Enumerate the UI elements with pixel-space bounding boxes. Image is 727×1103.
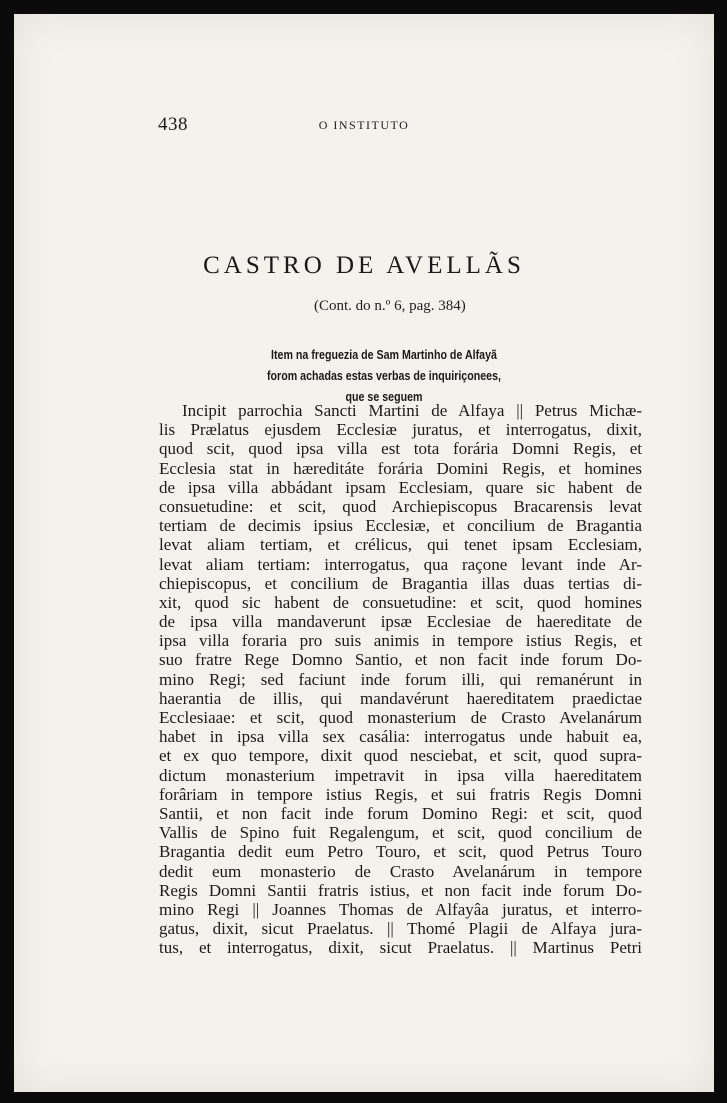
body-line: dictum monasterium impetravit in ipsa villa haereditatem	[159, 765, 642, 785]
running-head	[14, 114, 714, 138]
body-line: Incipit parrochia Sancti Martini de Alfaya || Petrus Michæ-	[182, 401, 642, 420]
body-line: et ex quo tempore, dixit quod nesciebat, et scit, quod supra-	[159, 746, 642, 766]
subheading-line: Item na freguezia de Sam Martinho de Alfayã	[271, 347, 497, 362]
body-line: mino Regi; sed faciunt inde forum illi, qui remanérunt in	[159, 669, 642, 689]
body-line: consuetudine: et scit, quod Archiepiscopus Bracarensis levat	[159, 496, 642, 516]
subheading-line: forom achadas estas verbas de inquiriçonees,	[266, 368, 502, 383]
body-line: Vallis de Spino fuit Regalengum, et scit, quod concilium de	[159, 823, 642, 843]
body-line: Ecclesiaae: et scit, quod monasterium de Crasto Avelanárum	[159, 708, 642, 727]
body-line: levat aliam tertiam, et crélicus, qui tenet ipsam Ecclesiam,	[159, 535, 642, 555]
body-line: chiepiscopus, et concilium de Bragantia illas duas tertias di-	[159, 573, 642, 593]
subheading-line: que se seguem	[345, 389, 423, 404]
body-line: suo fratre Rege Domno Santio, et non facit inde forum Do-	[159, 650, 642, 670]
body-line: de ipsa villa mandaverunt ipsæ Ecclesiae de haereditate de	[159, 612, 642, 632]
body-line: xit, quod sic habent de consuetudine: et scit, quod homines	[159, 592, 642, 612]
body-line: gatus, dixit, sicut Praelatus. || Thomé Plagii de Alfaya jura-	[159, 919, 642, 939]
body-line: Bragantia dedit eum Petro Touro, et scit, quod Petrus Touro	[159, 842, 642, 862]
book-page	[14, 14, 714, 1092]
body-line: de ipsa villa abbádant ipsam Ecclesiam, quare sic habent de	[159, 477, 642, 497]
body-line: haerantia de illis, qui mandavérunt haereditatem praedictae	[159, 688, 642, 708]
body-line: dedit eum monasterio de Crasto Avelanárum in tempore	[159, 861, 642, 881]
body-line: forâriam in tempore istius Regis, et sui fratris Regis Domni	[159, 784, 642, 804]
page-number: 438	[158, 114, 188, 135]
body-line: ipsa villa foraria pro suis animis in tempore istius Regis, et	[159, 631, 642, 651]
body-line: levat aliam tertiam: interrogatus, qua raçone levant inde Ar-	[159, 554, 642, 574]
continuation-note: (Cont. do n.º 6, pag. 384)	[314, 298, 466, 314]
body-line: Santii, et non facit inde forum Domino Regi: et scit, quod	[159, 803, 642, 823]
subheading	[228, 344, 540, 407]
body-line: lis Prælatus ejusdem Ecclesiæ juratus, et interrogatus, dixit,	[159, 420, 642, 440]
body-line: Regis Domni Santii fratris istius, et non facit inde forum Do-	[159, 880, 642, 900]
body-line: quod scit, quod ipsa villa est tota forária Domni Regis, et	[159, 439, 642, 459]
journal-title: O INSTITUTO	[318, 118, 410, 132]
body-line: habet in ipsa villa sex casália: interrogatus unde habuit ea,	[159, 727, 642, 747]
body-text	[159, 401, 642, 957]
article-title: CASTRO DE AVELLÃS	[203, 252, 525, 279]
body-line: tertiam de decimis ipsius Ecclesiæ, et concilium de Bragantia	[159, 516, 642, 536]
body-line: mino Regi || Joannes Thomas de Alfayâa juratus, et interro-	[159, 899, 642, 919]
body-line: Ecclesia stat in hæreditáte forária Domini Regis, et homines	[159, 458, 642, 478]
body-line: tus, et interrogatus, dixit, sicut Praelatus. || Martinus Petri	[159, 938, 642, 958]
